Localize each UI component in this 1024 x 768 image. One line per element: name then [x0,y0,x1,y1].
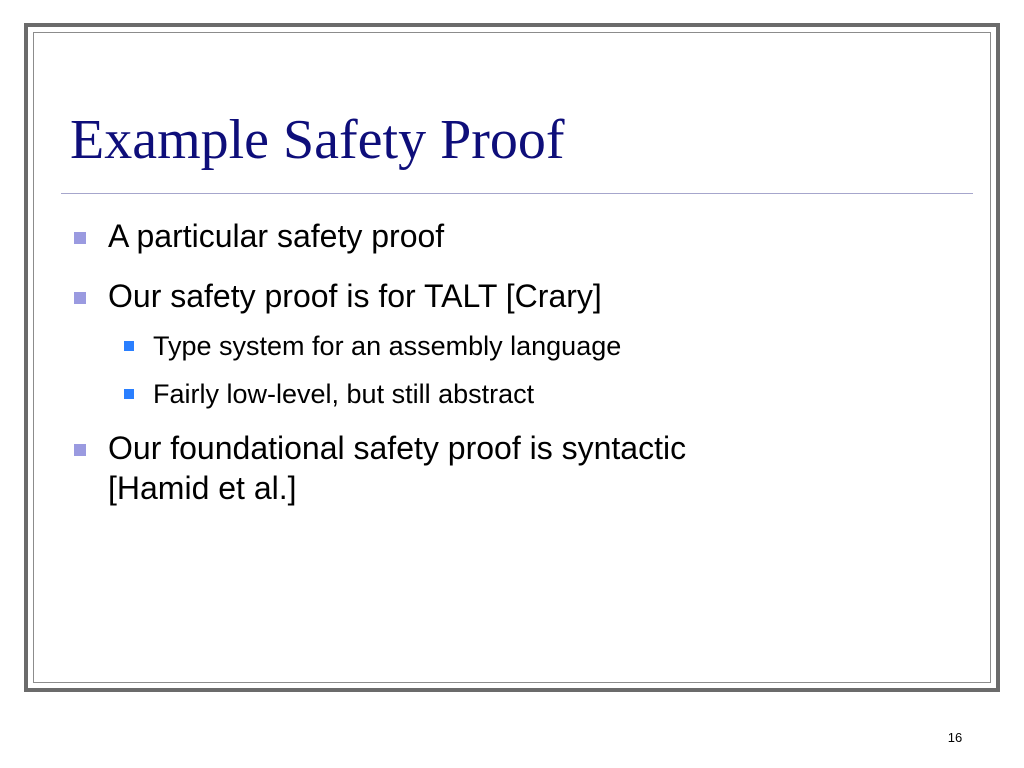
sub-bullet-text: Fairly low-level, but still abstract [153,379,535,409]
bullet-item-1 [108,216,444,256]
bullet-text-line-1: Our foundational safety proof is syntactic [108,430,687,466]
bullet-text-line-2: [Hamid et al.] [108,470,297,506]
square-sub-bullet-icon [124,341,134,351]
square-bullet-icon [74,292,86,304]
bullet-item-3 [108,428,686,508]
square-bullet-icon [74,232,86,244]
bullet-text: Our safety proof is for TALT [Crary] [108,278,602,314]
slide-title: Example Safety Proof [70,109,565,171]
sub-bullet-item-1 [153,329,621,363]
bullet-item-2 [108,276,602,316]
bullet-text: A particular safety proof [108,218,445,254]
sub-bullet-item-2 [153,377,534,411]
sub-bullet-text: Type system for an assembly language [153,331,622,361]
square-bullet-icon [74,444,86,456]
square-sub-bullet-icon [124,389,134,399]
page-number: 16 [947,730,963,745]
